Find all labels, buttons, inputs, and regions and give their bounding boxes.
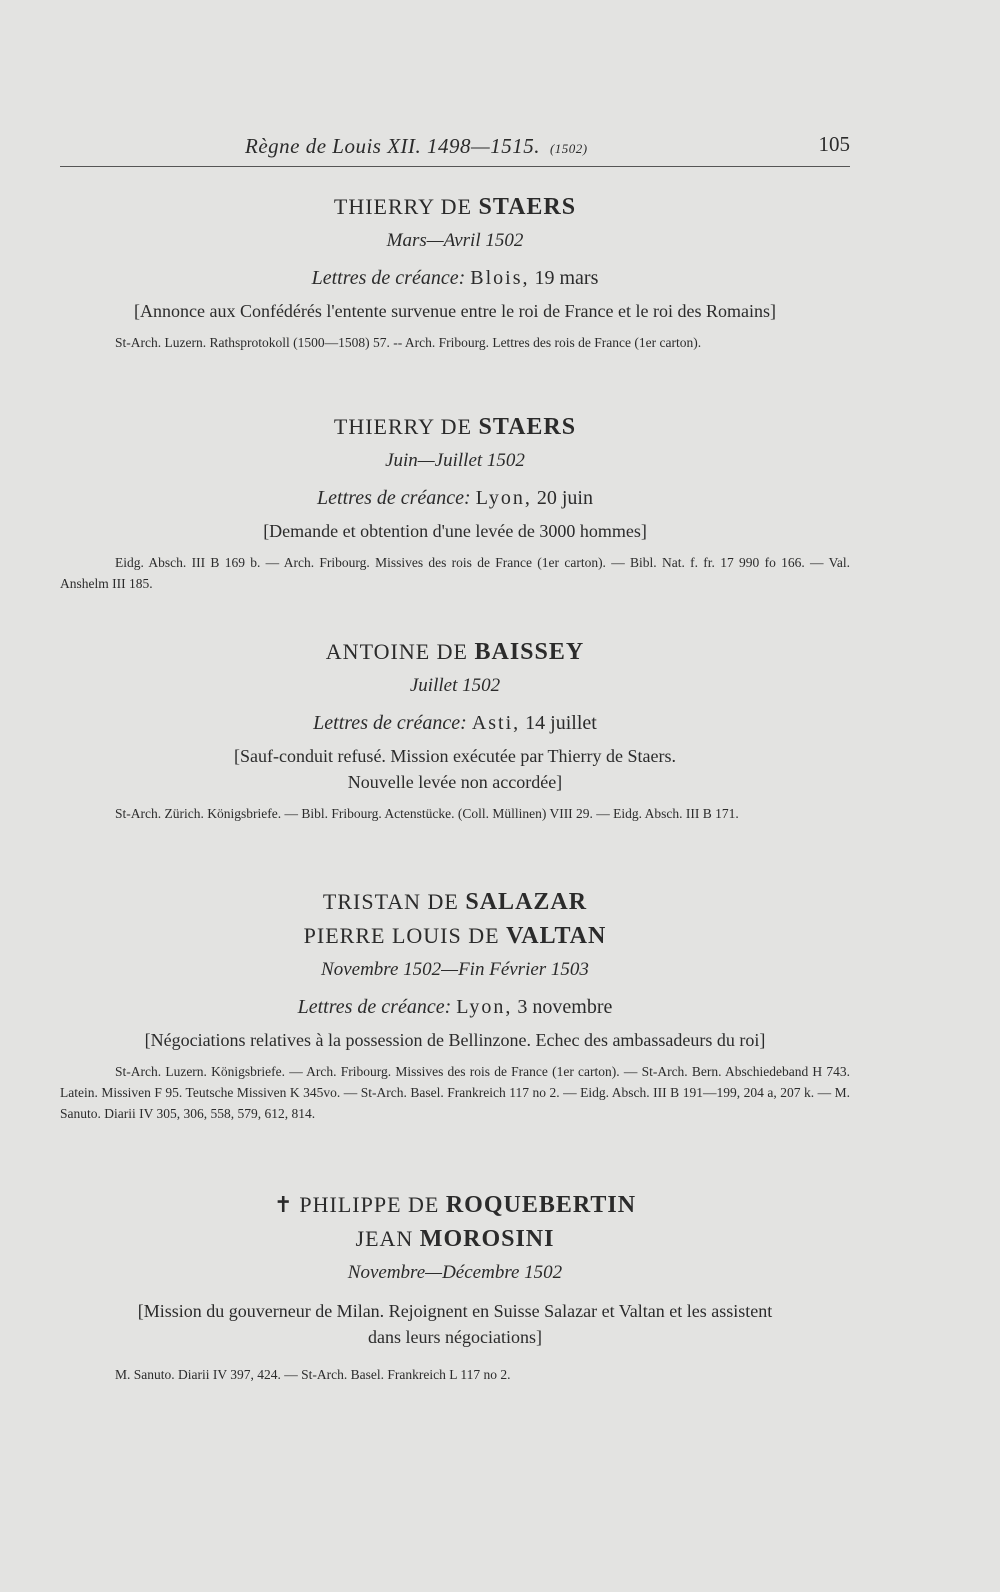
entry-name-1 bbox=[60, 1188, 850, 1222]
entry-date: Novembre 1502—Fin Février 1503 bbox=[321, 959, 589, 980]
creance-label: Lettres de créance: bbox=[313, 712, 467, 734]
entry-name-2 bbox=[60, 1222, 850, 1256]
name-plain: TRISTAN DE bbox=[322, 889, 466, 914]
entry-references: St-Arch. Luzern. Rathsprotokoll (1500—1508) 57. -- Arch. Fribourg. Lettres des rois de France (1er carton). bbox=[115, 335, 702, 350]
entry-summary-line-1: [Sauf-conduit refusé. Mission exécutée par Thierry de Staers. bbox=[233, 746, 677, 766]
entry-references: St-Arch. Luzern. Königsbriefe. — Arch. Fribourg. Missives des rois de France (1er carton). — St-Arch. Bern. Abschiedeband H 743. Latein. Missiven F 95. Teutsche Missiven K 345vo. — St-Arch. Basel. Frankreich 117 no 2. — Eidg. Absch. III B 191—199, 204 a, 207 k. — M. Sanuto. Diarii IV 305, 306, 558, 579, 612, 814. bbox=[60, 1064, 850, 1121]
entry-date: Novembre—Décembre 1502 bbox=[347, 1262, 563, 1283]
entry-creance bbox=[60, 987, 850, 1027]
entry-summary: [Demande et obtention d'une levée de 3000 hommes] bbox=[263, 521, 647, 541]
entry-name bbox=[60, 410, 850, 444]
creance-label: Lettres de créance: bbox=[297, 996, 452, 1018]
name-plain: PHILIPPE DE bbox=[299, 1192, 446, 1217]
entry-date: Mars—Avril 1502 bbox=[386, 230, 524, 251]
entry-thierry-de-staers-1 bbox=[60, 190, 850, 353]
name-bold: BAISSEY bbox=[474, 639, 585, 665]
header-rule bbox=[60, 166, 850, 167]
entry-references: M. Sanuto. Diarii IV 397, 424. — St-Arch. Basel. Frankreich L 117 no 2. bbox=[115, 1367, 511, 1382]
entry-name bbox=[60, 190, 850, 224]
entry-name-1 bbox=[60, 885, 850, 919]
creance-label: Lettres de créance: bbox=[317, 487, 471, 509]
entry-name-2 bbox=[60, 919, 850, 953]
name-plain: JEAN bbox=[355, 1226, 420, 1251]
entry-summary: [Négociations relatives à la possession de Bellinzone. Echec des ambassadeurs du roi] bbox=[144, 1030, 766, 1050]
entry-references: Eidg. Absch. III B 169 b. — Arch. Fribourg. Missives des rois de France (1er carton). — Bibl. Nat. f. fr. 17 990 fo 166. — Val. Anshelm III 185. bbox=[60, 555, 850, 591]
creance-date: 3 novembre bbox=[517, 996, 613, 1018]
running-header bbox=[60, 128, 850, 168]
creance-date: 14 juillet bbox=[525, 712, 597, 734]
name-bold: STAERS bbox=[478, 414, 577, 440]
entry-salazar-valtan bbox=[60, 885, 850, 1124]
creance-date: 19 mars bbox=[534, 267, 599, 289]
entry-name bbox=[60, 635, 850, 669]
header-title-text: Règne de Louis XII. 1498—1515. bbox=[245, 134, 540, 158]
creance-date: 20 juin bbox=[536, 487, 593, 509]
entry-creance bbox=[60, 703, 850, 743]
header-title bbox=[245, 134, 588, 159]
entry-creance bbox=[60, 258, 850, 298]
entry-summary: [Annonce aux Confédérés l'entente survenue entre le roi de France et le roi des Romains] bbox=[133, 301, 776, 321]
entry-date: Juillet 1502 bbox=[409, 675, 501, 696]
name-plain: PIERRE LOUIS DE bbox=[303, 923, 507, 948]
name-plain: ANTOINE DE bbox=[325, 639, 475, 664]
entry-summary-line-2: dans leurs négociations] bbox=[368, 1327, 542, 1347]
header-year-note: (1502) bbox=[549, 141, 588, 156]
name-bold: MOROSINI bbox=[419, 1226, 555, 1252]
name-bold: ROQUEBERTIN bbox=[445, 1192, 637, 1218]
entry-antoine-de-baissey bbox=[60, 635, 850, 824]
entry-creance bbox=[60, 478, 850, 518]
creance-label: Lettres de créance: bbox=[311, 267, 466, 289]
entry-references: St-Arch. Zürich. Königsbriefe. — Bibl. Fribourg. Actenstücke. (Coll. Müllinen) VIII 29. — Eidg. Absch. III B 171. bbox=[115, 806, 739, 821]
entry-date: Juin—Juillet 1502 bbox=[385, 450, 525, 471]
name-plain: THIERRY DE bbox=[333, 414, 479, 439]
name-bold: SALAZAR bbox=[465, 889, 588, 915]
entry-thierry-de-staers-2 bbox=[60, 410, 850, 594]
creance-place: Blois, bbox=[470, 267, 530, 289]
creance-place: Lyon, bbox=[456, 996, 513, 1018]
name-bold: VALTAN bbox=[506, 923, 607, 949]
entry-summary-line-1: [Mission du gouverneur de Milan. Rejoignent en Suisse Salazar et Valtan et les assistent bbox=[137, 1301, 773, 1321]
entry-summary-line-2: Nouvelle levée non accordée] bbox=[347, 772, 563, 792]
cross-icon: ✝ bbox=[273, 1192, 294, 1217]
entry-roquebertin-morosini bbox=[60, 1188, 850, 1385]
name-plain: THIERRY DE bbox=[333, 194, 479, 219]
name-bold: STAERS bbox=[478, 194, 577, 220]
page-number: 105 bbox=[818, 132, 850, 156]
creance-place: Lyon, bbox=[475, 487, 532, 509]
creance-place: Asti, bbox=[471, 712, 521, 734]
